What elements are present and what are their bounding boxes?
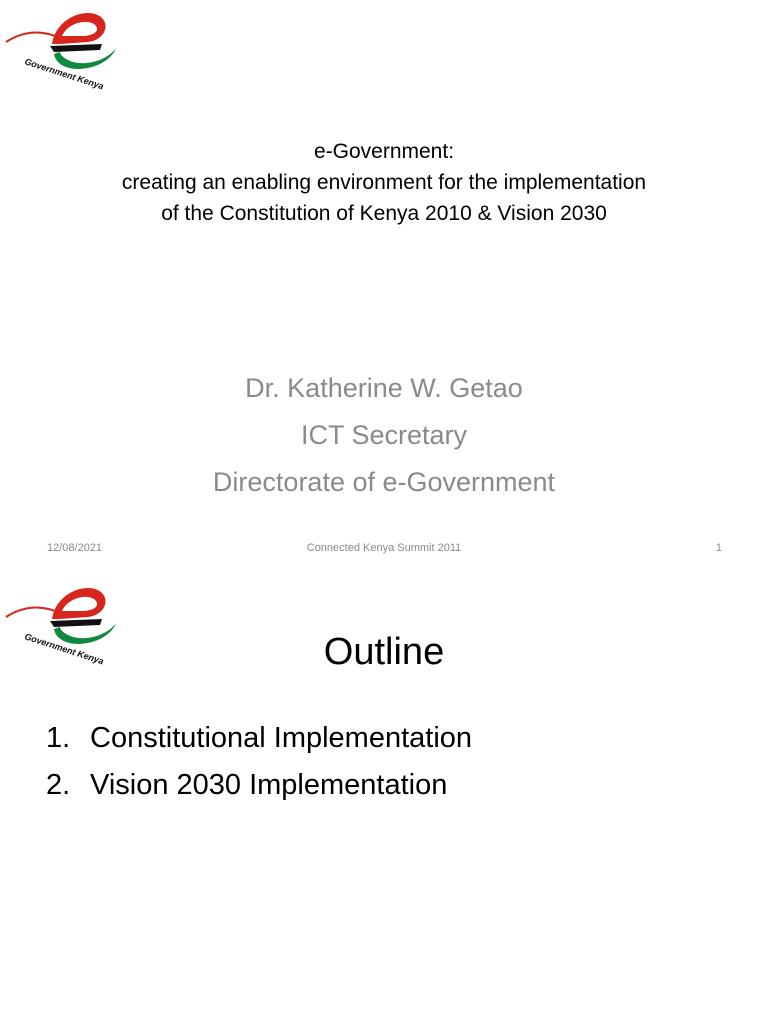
title-line-3: of the Constitution of Kenya 2010 & Vision 2030 <box>161 202 607 225</box>
title-line-1: e-Government: <box>313 140 455 163</box>
title-line-2: creating an enabling environment for the implementation <box>121 171 647 194</box>
footer-event: Connected Kenya Summit 2011 <box>306 542 462 554</box>
footer-date: 12/08/2021 <box>47 542 103 554</box>
outline-list <box>46 715 472 809</box>
slide-title <box>0 136 768 229</box>
list-item-number: 2. <box>46 769 71 801</box>
list-item <box>46 762 472 809</box>
presenter-org: Directorate of e-Government <box>212 467 556 497</box>
logo-text: Government Kenya <box>23 56 105 92</box>
slide-2 <box>0 565 768 1024</box>
logo-text: Government Kenya <box>23 631 105 667</box>
slide-subtitle <box>0 365 768 506</box>
outline-title: Outline <box>323 631 445 673</box>
presenter-role: ICT Secretary <box>300 420 468 450</box>
list-item-text: Constitutional Implementation <box>90 722 473 754</box>
list-item-number: 1. <box>46 722 71 754</box>
footer-page-number: 1 <box>715 542 722 554</box>
presenter-name: Dr. Katherine W. Getao <box>245 373 523 403</box>
list-item <box>46 715 472 762</box>
list-item-text: Vision 2030 Implementation <box>90 769 448 801</box>
e-government-kenya-logo <box>4 2 134 92</box>
